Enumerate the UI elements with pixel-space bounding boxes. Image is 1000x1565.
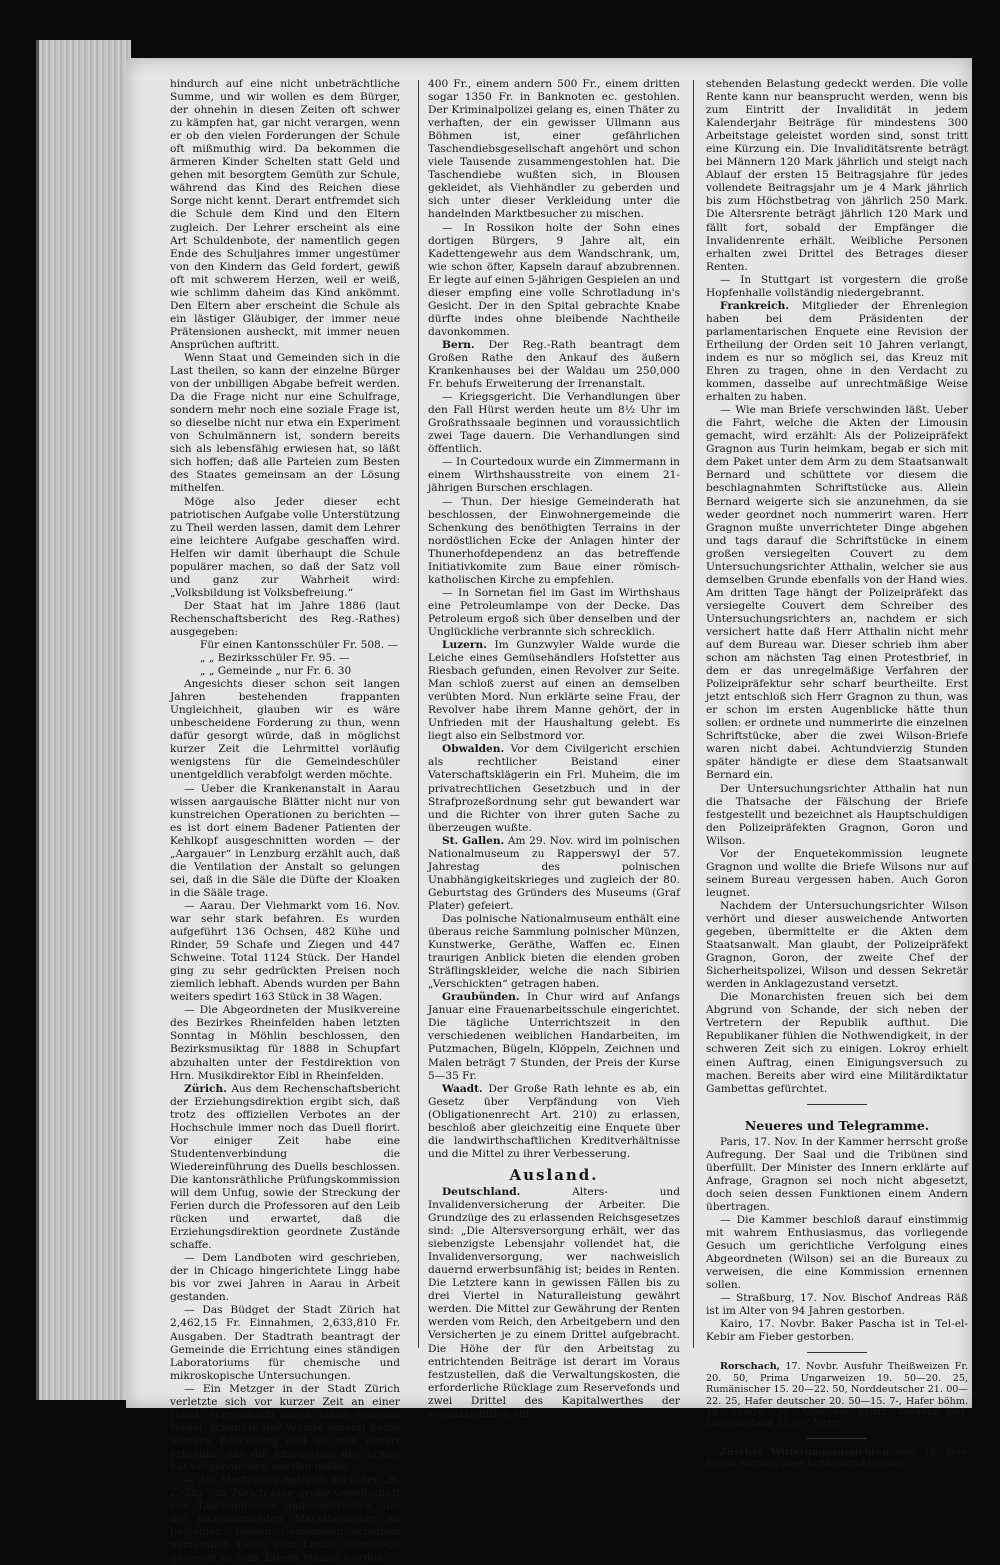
region-heading: Deutschland. bbox=[442, 1185, 521, 1198]
paragraph-text: Alters- und Invalidenversicherung der Arbeiter. Die Grundzüge des zu erlassenden Reichsgesetzes sind: „Die Altersversorgung erhält, wer das siebenzigste Lebensjahr vollendet hat, die Invalidenversorgung, wer nachweislich dauernd erwerbsunfähig ist; beides in Renten. Die Letztere kann in gewissen Fällen bis zu drei Viertel in Naturalleistung gewährt werden. Die Mittel zur Gewährung der Renten werden vom Reich, den Arbeitgebern und den Versicherten je zu einem Drittel aufgebracht. Die Höhe der für den Arbeitstag zu entrichtenden Beiträge ist derart im Voraus festzustellen, daß die Verwaltungskosten, die erforderliche Rücklage zum Reservefonds und zwei Drittel des Kapitalwerthes der voraussichtlich ent- bbox=[428, 1185, 680, 1420]
separator bbox=[807, 1104, 867, 1105]
paragraph: hindurch auf eine nicht unbeträchtliche Summe, und wir wollen es dem Bürger, der ohnehin in diesen Zeiten oft schwer zu kämpfen hat, gar nicht verargen, wenn er ob den vielen Forderungen der Schule oft mißmuthig wird. Da bekommen die ärmeren Kinder Schelten statt Geld und gehen mit besorgtem Gemüth zur Schule, während das Kind des Reichen diese Sorge nicht kennt. Derart entfremdet sich die Schule dem Kind und den Eltern zugleich. Der Lehrer erscheint als eine Art Schuldenbote, der namentlich gegen Ende des Schuljahres immer ungestümer von den Kindern das Geld fordert, gewiß oft mit schwerem Herzen, weil er weiß, wie schlimm daheim das Kind ankömmt. Den Eltern aber erscheint die Schule als ein lästiger Gläubiger, der immer neue Prätensionen ausheckt, mit immer neuen Ansprüchen auftritt. bbox=[170, 78, 400, 351]
section-heading: Neueres und Telegramme. bbox=[744, 1117, 930, 1133]
paragraph: stehenden Belastung gedeckt werden. Die volle Rente kann nur beansprucht werden, wenn bis zum Eintritt der Invalidität in jedem Kalenderjahr Beiträge für mindestens 300 Arbeitstage geleistet worden sind, sonst tritt eine Kürzung ein. Die Invaliditätsrente beträgt bei Männern 120 Mark jährlich und steigt nach Ablauf der ersten 15 Beitragsjahre für jedes vollendete Beitragsjahr um je 4 Mark jährlich bis zum Höchstbetrag von jährlich 250 Mark. Die Altersrente beträgt jährlich 120 Mark und fällt fort, sobald der Empfänger die Invalidenrente erhält. Weibliche Personen erhalten zwei Drittel des Betrages dieser Renten. bbox=[706, 78, 968, 273]
paragraph: Der Staat hat im Jahre 1886 (laut Rechenschaftsbericht des Reg.-Rathes) ausgegeben: bbox=[170, 599, 400, 638]
paragraph-text: Der Große Rath lehnte es ab, ein Gesetz über Verpfändung von Vieh (Obligationenrecht Art. 210) zu erlassen, beschloß aber gleichzeitig eine Enquete über die landwirthschaftlichen Kreditverhältnisse und die Mittel zu ihrer Verbesserung. bbox=[428, 1082, 680, 1160]
region-heading: Frankreich. bbox=[720, 299, 790, 312]
paragraph bbox=[428, 1083, 680, 1161]
region-heading: Obwalden. bbox=[442, 743, 505, 756]
paragraph: — In Rossikon holte der Sohn eines dortigen Bürgers, 9 Jahre alt, ein Kadettengewehr aus dem Wandschrank, um, wie schon öfter, Kapseln darauf abzubrennen. Er legte auf einen 5-jährigen Gespielen an und dieser empfing eine volle Schrotladung in's Gesicht. Der in den Spital gebrachte Knabe dürfte indes ohne bleibende Nachtheile davonkommen. bbox=[428, 221, 680, 338]
paragraph: Kairo, 17. Novbr. Baker Pascha ist in Tel-el-Kebir am Fieber gestorben. bbox=[706, 1318, 968, 1344]
book-spine bbox=[36, 40, 131, 1400]
paragraph: — In Courtedoux wurde ein Zimmermann in einem Wirthshausstreite von einem 21-jährigen Burschen erschlagen. bbox=[428, 456, 680, 495]
column-rule bbox=[418, 80, 419, 1348]
paragraph-text: vom 18. Nov. Etwas wärmer, aber fortdauernd trocken. bbox=[706, 1446, 968, 1470]
paragraph: Möge also Jeder dieser echt patriotischen Aufgabe volle Unterstützung zu Theil werden lassen, damit dem Lehrer eine leichtere Aufgabe geschaffen wird. Helfen wir damit überhaupt die Schule populärer machen, so daß der Satz voll und ganz zur Wahrheit wird: „Volksbildung ist Volksbefreiung.“ bbox=[170, 495, 400, 599]
region-heading: Rorschach, bbox=[720, 1361, 781, 1373]
paragraph: — Die Abgeordneten der Musikvereine des Bezirkes Rheinfelden haben letzten Sonntag in Möhlin beschlossen, den Bezirksmusiktag für 1888 in Schupfart abzuhalten unter der Festdirektion von Hrn. Musikdirektor Eibl in Rheinfelden. bbox=[170, 1004, 400, 1082]
region-heading: Bern. bbox=[442, 338, 475, 351]
expense-row: „ „ Bezirksschüler Fr. 95. — bbox=[200, 652, 350, 665]
paragraph-text: In Chur wird auf Anfangs Januar eine Frauenarbeitsschule eingerichtet. Die tägliche Unterrichtszeit in den verschiedenen weiblichen Handarbeiten, im Putzmachen, Bügeln, Klöppeln, Zeichnen und Malen beträgt 7 Stunden, der Preis der Kurse 5—35 Fr. bbox=[428, 991, 680, 1082]
paragraph-text: Mitglieder der Ehrenlegion haben bei dem Präsidenten der parlamentarischen Enquete eine Revision der Ertheilung der Orden seit 10 Jahren verlangt, indem es nur so möglich sei, das Kreuz mit Ehren zu tragen, ohne in den Verdacht zu kommen, dasselbe auf unrechtmäßige Weise erhalten zu haben. bbox=[706, 299, 968, 404]
column-left bbox=[170, 78, 400, 1565]
paragraph bbox=[706, 300, 968, 404]
paragraph-text: Der Reg.-Rath beantragt dem Großen Rathe den Ankauf des äußern Krankenhauses bei der Waldau um 250,000 Fr. behufs Erweiterung der Irrenanstalt. bbox=[428, 338, 680, 391]
market-report bbox=[706, 1361, 968, 1429]
paragraph: — Aarau. Der Viehmarkt vom 16. Nov. war sehr stark befahren. Es wurden aufgeführt 136 Ochsen, 482 Kühe und Rinder, 59 Schafe und Ziegen und 447 Schweine. Total 1124 Stück. Der Handel ging zu sehr gedrückten Preisen noch ziemlich lebhaft. Abends wurden per Bahn weiters spedirt 163 Stück in 38 Wagen. bbox=[170, 899, 400, 1004]
column-rule bbox=[693, 80, 694, 1348]
region-heading: Zürich. bbox=[184, 1082, 227, 1095]
paragraph: — Kriegsgericht. Die Verhandlungen über den Fall Hürst werden heute um 8½ Uhr im Großrathssaale beginnen und voraussichtlich zwei Tage dauern. Die Verhandlungen sind öffentlich. bbox=[428, 391, 680, 456]
paragraph bbox=[428, 1186, 680, 1421]
paragraph: Vor der Enquetekommission leugnete Gragnon und wollte die Briefe Wilsons nur auf seinem Bureau vergessen haben. Auch Goron leugnet. bbox=[706, 847, 968, 899]
paragraph bbox=[170, 1083, 400, 1253]
paragraph: Das polnische Nationalmuseum enthält eine überaus reiche Sammlung polnischer Münzen, Kunstwerke, Geräthe, Waffen ec. Einen traurigen Anblick bieten die elenden groben Sträflingskleider, welche die nach Sibirien „Verschickten“ getragen haben. bbox=[428, 913, 680, 991]
paragraph: Die Monarchisten freuen sich bei dem Abgrund von Schande, der sich neben der Vertretern der Republik aufthut. Die Republikaner fühlen die Nothwendigkeit, in der schweren Zeit sich zu einigen. Lokroy erhielt einen Auftrag, einen Einigungsversuch zu machen. Bereits aber wird eine Militärdiktatur Gambettas gefürchtet. bbox=[706, 991, 968, 1095]
paragraph-text: 17. Novbr. Ausfuhr Theißweizen Fr. 20. 50, Prima Ungarweizen 19. 50—20. 25, Rumänischer 15. 20—22. 50, Norddeutscher 21. 00—22. 25, Hafer deutscher 20. 50—15. 7-, Hafer böhm. 16. 00—16. 50. Alles per Mtztr. Tendenz fest. Lagerbestand 33,897 Mtztr. bbox=[706, 1361, 968, 1430]
paragraph: Wenn Staat und Gemeinden sich in die Last theilen, so kann der einzelne Bürger von der unbilligen Abgabe befreit werden. Da die Frage nicht nur eine Schulfrage, sondern mehr noch eine soziale Frage ist, so dieselbe nicht nur etwa ein Experiment von Schulmännern ist, sondern bereits sich als lebensfähig erwiesen hat, so läßt sich hoffen; daß alle Parteien zum Besten des Staates gemeinsam an der Lösung mithelfen. bbox=[170, 351, 400, 495]
paragraph-text: Im Gunzwyler Walde wurde die Leiche eines Gemüsehändlers Hofstetter aus Riesbach gefunden, einen Revolver zur Seite. Man schloß zuerst auf einen an demselben verübten Mord. Nun erklärte seine Frau, der Revolver habe ihrem Manne gehört, der in Unfrieden mit der Haushaltung gelebt. Es liegt also ein Selbstmord vor. bbox=[428, 639, 680, 743]
region-heading: Waadt. bbox=[442, 1082, 483, 1095]
paragraph: — Das Büdget der Stadt Zürich hat 2,462,15 Fr. Einnahmen, 2,633,810 Fr. Ausgaben. Der Stadtrath beantragt der Gemeinde die Errichtung eines ständigen Laboratoriums für chemische und mikroskopische Untersuchungen. bbox=[170, 1304, 400, 1382]
region-heading: Graubünden. bbox=[442, 991, 520, 1004]
column-middle bbox=[428, 78, 680, 1420]
paragraph: Der Untersuchungsrichter Atthalin hat nun die Thatsache der Fälschung der Briefe festgestellt und bezeichnet als Hauptschuldigen den Polizeipräfekten Gragnon, Goron und Wilson. bbox=[706, 782, 968, 847]
paragraph bbox=[428, 991, 680, 1082]
paragraph-text: Aus dem Rechenschaftsbericht der Erziehungsdirektion ergibt sich, daß trotz des offiziellen Verbotes an der Hochschule immer noch das Duell florirt. Vor einiger Zeit habe eine Studentenverbindung die Wiedereinführung des Duells beschlossen. Die kantonsräthliche Prüfungskommission will dem Unfug, sowie der Streckung der Ferien durch die Professoren auf den Leib rücken und erwartet, daß die Erziehungsdirektion geordnete Zustände schaffe. bbox=[170, 1082, 400, 1252]
paragraph: — Wie man Briefe verschwinden läßt. Ueber die Fahrt, welche die Akten der Limousin gemacht, wird erzählt: Als der Polizeipräfekt Gragnon aus Turin heimkam, begab er sich mit dem Paket unter dem Arm zu dem Staatsanwalt Bernard und schüttete vor diesem die beschlagnahmten Schriftstücke aus. Allein Bernard weigerte sich sie anzunehmen, da sie weder geordnet noch nummerirt waren. Herr Gragnon mußte unverrichteter Dinge abgehen und tags darauf die Schriftstücke in einem großen versiegelten Couvert zu dem Untersuchungsrichter Atthalin, welcher sie aus demselben Grunde ebenfalls von der Hand wies. Am dritten Tage hängt der Polizeipräfekt das versiegelte Couvert dem Schreiber des Untersuchungsrichters an, nachdem er sich versichert hatte daß Herr Atthalin nicht mehr auf dem Bureau war. Dieser schrieb ihm aber schon am nächsten Tag einen Protestbrief, in dem er das unregelmäßige Verfahren der Polizeipräfektur sehr scharf beurtheilte. Erst jetzt entschloß sich Herr Gragnon zu thun, was er schon im ersten Augenblicke hätte thun sollen: er ordnete und nummerirte die einzelnen Schriftstücke, aber die zwei Wilson-Briefe waren nicht dabei. Achtundvierzig Stunden später händigte er diese dem Staatsanwalt Bernard ein. bbox=[706, 404, 968, 782]
separator bbox=[807, 1438, 867, 1439]
paragraph: — Ein Metzger in der Stadt Zürich verletzte sich vor kurzer Zeit an einer Hand, vermuthlich durch einen rostigen Nagel, schenkte der Wunde vorerst keine weitere Beachtung und ist nun derart erkrankt, daß die Amputation des Armes hat vorgenommen werden müsse. bbox=[170, 1382, 400, 1473]
paragraph: Angesichts dieser schon seit langen Jahren bestehenden frappanten Ungleichheit, glauben wir es wäre unbescheidene Forderung zu thun, wenn dafür gesorgt würde, daß in möglichst kurzer Zeit die Lehrmittel vorläufig wenigstens für die Gemeindeschüler unentgeldlich verabfolgt werden möchte. bbox=[170, 678, 400, 782]
paragraph-text: Am 29. Nov. wird im polnischen Nationalmuseum zu Rapperswyl der 57. Jahrestag des polnischen Unabhängigkeitskrieges und zugleich der 80. Geburtstag des Gründers des Museums (Graf Plater) gefeiert. bbox=[428, 834, 680, 912]
paragraph: Paris, 17. Nov. In der Kammer herrscht große Aufregung. Der Saal und die Tribünen sind überfüllt. Der Minister des Innern erklärte auf Anfrage, Gragnon sei noch nicht abgesetzt, doch seien dessen Funktionen einem Andern übertragen. bbox=[706, 1135, 968, 1213]
paragraph bbox=[428, 339, 680, 391]
paragraph: — Thun. Der hiesige Gemeinderath hat beschlossen, der Einwohnergemeinde die Schenkung des benöthigten Terrains in der nordöstlichen Ecke der Anlagen hinter der Thunerhofdependenz an das betreffende Initiativkomite zum Baue einer römisch-katholischen Kirche zu empfehlen. bbox=[428, 495, 680, 586]
section-heading: Ausland. bbox=[509, 1165, 599, 1184]
paragraph: 400 Fr., einem andern 500 Fr., einem dritten sogar 1350 Fr. in Banknoten ec. gestohlen. Der Kriminalpolizei gelang es, einen Thäter zu verhaften, der ein gewisser Ullmann aus Böhmen ist, einer gefährlichen Taschendiebsgesellschaft angehört und schon viele Tausende zusammengestohlen hat. Die Taschendiebe wußten sich, in Blousen gekleidet, als Viehhändler zu geberden und sich unter dieser Verkleidung unter die handelnden Marktbesucher zu mischen. bbox=[428, 78, 680, 221]
paragraph bbox=[428, 835, 680, 913]
paragraph: — Die Kammer beschloß darauf einstimmig mit wahrem Enthusiasmus, das vorliegende Gesuch um gerichtliche Verfolgung eines Abgeordneten (Wilson) sei an die Bureaux zu verweisen, die eine Kommission ernennen sollen. bbox=[706, 1213, 968, 1292]
paragraph bbox=[428, 639, 680, 743]
paragraph: — Straßburg, 17. Nov. Bischof Andreas Räß ist im Alter von 94 Jahren gestorben. bbox=[706, 1292, 968, 1318]
paragraph-text: Vor dem Civilgericht erschien als rechtlicher Beistand einer Vaterschaftsklägerin ein Frl. Muheim, die im privatrechtlichen Gesetzbuch und in der Strafprozeßordnung sehr gut bewandert war und die Richter von ihrer guten Sache zu überzeugen wußte. bbox=[428, 743, 680, 834]
newspaper-page bbox=[126, 58, 972, 1565]
expense-row: „ „ Gemeinde „ nur Fr. 6. 30 bbox=[200, 665, 352, 678]
paragraph: — Am Martinstag hat sich nach der „N. Z.-Ztg.“ in Zürich eine große Gesellschaft von Taschendieben umhergetrieben, um die nichtsahnenden Marktbesucher zu bestehlen. Diesen Gaunereien scheinen namentlich Leute vom Lande ausgesetzt gewesen zu sein. Einem Manne wurden bbox=[170, 1474, 400, 1565]
region-heading: Zürcher Witterungsaussichten bbox=[720, 1446, 889, 1458]
region-heading: St. Gallen. bbox=[442, 834, 505, 847]
paragraph bbox=[428, 743, 680, 834]
paragraph: Nachdem der Untersuchungsrichter Wilson verhört und dieser ausweichende Antworten gegeben, übermittelte er die Akten dem Staatsanwalt. Man glaubt, der Polizeipräfekt Gragnon, Goron, der zweite Chef der Sicherheitspolizei, Wilson und dessen Sekretär werden in Anklagezustand versetzt. bbox=[706, 899, 968, 991]
column-right bbox=[706, 78, 968, 1470]
paragraph: — Ueber die Krankenanstalt in Aarau wissen aargauische Blätter nicht nur von kunstreichen Operationen zu berichten — es ist dort einem Badener Patienten der Kehlkopf ausgeschnitten worden — der „Aargauer“ in Lenzburg erzählt auch, daß die Ventilation der Anstalt so gelungen sei, daß in die Säle die Düfte der Kloaken in die Sääle trage. bbox=[170, 782, 400, 899]
paragraph: — Dem Landboten wird geschrieben, der in Chicago hingerichtete Lingg habe bis vor zwei Jahren in Aarau in Arbeit gestanden. bbox=[170, 1252, 400, 1304]
separator bbox=[807, 1352, 867, 1353]
paragraph: — In Stuttgart ist vorgestern die große Hopfenhalle vollständig niedergebrannt. bbox=[706, 273, 968, 299]
expense-list bbox=[170, 639, 400, 678]
region-heading: Luzern. bbox=[442, 639, 487, 652]
paragraph: — In Sornetan fiel im Gast im Wirthshaus eine Petroleumlampe von der Decke. Das Petroleum ergoß sich über denselben und der Unglückliche verbrannte sich schrecklich. bbox=[428, 586, 680, 638]
expense-row: Für einen Kantonsschüler Fr. 508. — bbox=[200, 639, 399, 652]
weather-report bbox=[706, 1447, 968, 1470]
